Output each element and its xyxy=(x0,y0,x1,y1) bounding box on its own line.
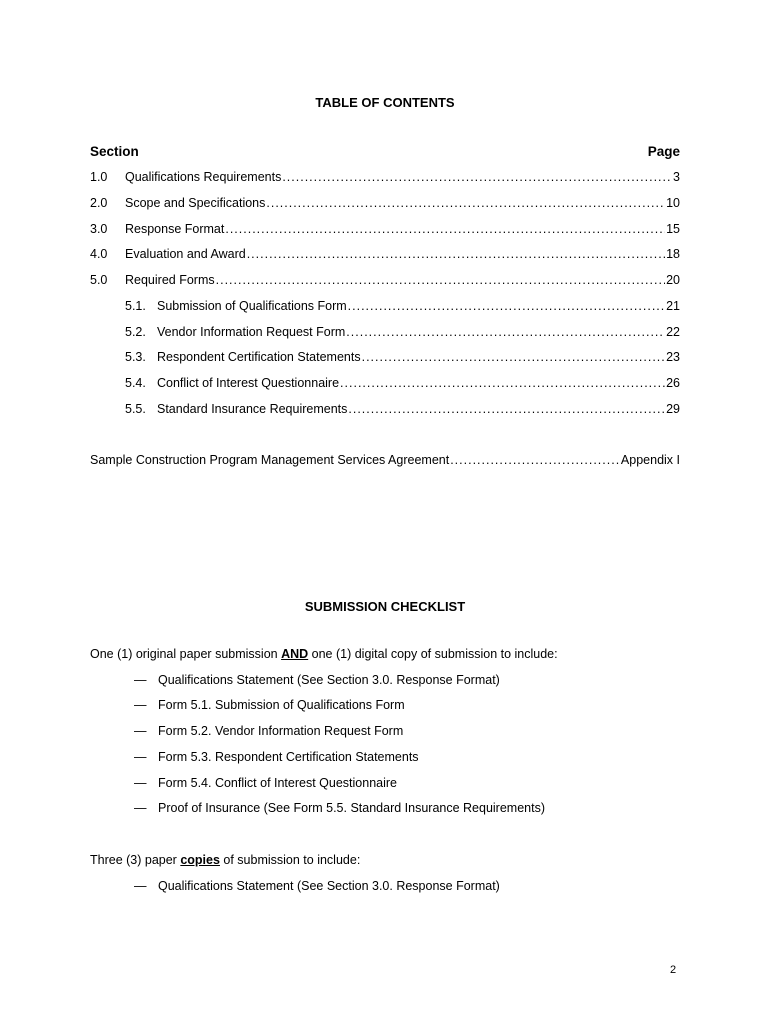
toc-title: TABLE OF CONTENTS xyxy=(315,95,455,110)
dot-leader xyxy=(346,325,665,339)
toc-entry-label: Response Format xyxy=(125,222,225,236)
dot-leader xyxy=(340,376,665,390)
dash-bullet: — xyxy=(134,750,147,764)
checklist-item-text: Form 5.3. Respondent Certification Statements xyxy=(158,750,419,764)
document-page xyxy=(90,0,680,1024)
dot-leader xyxy=(216,273,665,287)
intro-text: Three (3) paper xyxy=(90,853,181,867)
dot-leader xyxy=(266,196,665,210)
toc-entry-page: 3 xyxy=(673,170,680,184)
toc-subentry-label: Vendor Information Request Form xyxy=(157,325,346,339)
toc-entry-number: 3.0 xyxy=(90,222,108,236)
toc-subentry-number: 5.4. xyxy=(125,376,146,390)
toc-entry-page: 20 xyxy=(666,273,680,287)
checklist-item xyxy=(134,776,397,790)
dot-leader xyxy=(348,299,665,313)
toc-subentry[interactable] xyxy=(125,299,680,315)
checklist-item-text: Qualifications Statement (See Section 3.0. Response Format) xyxy=(158,879,500,893)
dot-leader xyxy=(450,453,620,467)
toc-entry[interactable] xyxy=(90,196,680,212)
toc-subentry-page: 29 xyxy=(666,402,680,416)
toc-subentry-page: 26 xyxy=(666,376,680,390)
checklist-item xyxy=(134,879,500,893)
toc-subentry-label: Standard Insurance Requirements xyxy=(157,402,348,416)
original-submission-intro xyxy=(90,647,680,661)
checklist-item-text: Qualifications Statement (See Section 3.0. Response Format) xyxy=(158,673,500,687)
toc-entry-number: 1.0 xyxy=(90,170,108,184)
toc-subentry[interactable] xyxy=(125,350,680,366)
intro-text: One (1) original paper submission xyxy=(90,647,282,661)
toc-subentry-label: Submission of Qualifications Form xyxy=(157,299,347,313)
dash-bullet: — xyxy=(134,801,147,815)
toc-subentry-label: Conflict of Interest Questionnaire xyxy=(157,376,340,390)
toc-entry-label: Qualifications Requirements xyxy=(125,170,282,184)
dash-bullet: — xyxy=(134,698,147,712)
checklist-item xyxy=(134,801,545,815)
dot-leader xyxy=(247,247,665,261)
toc-entry[interactable] xyxy=(90,247,680,263)
dot-leader xyxy=(362,350,666,364)
dot-leader xyxy=(282,170,672,184)
checklist-item xyxy=(134,724,403,738)
toc-header xyxy=(90,144,680,159)
toc-entry-number: 2.0 xyxy=(90,196,108,210)
emphasis-and: AND xyxy=(281,647,309,661)
toc-subentry-page: 23 xyxy=(666,350,680,364)
dot-leader xyxy=(225,222,665,236)
emphasis-copies: copies xyxy=(180,853,220,867)
toc-appendix-label: Sample Construction Program Management Services Agreement xyxy=(90,453,450,467)
dot-leader xyxy=(348,402,665,416)
toc-subentry[interactable] xyxy=(125,402,680,418)
toc-appendix-entry[interactable] xyxy=(90,453,680,469)
toc-entry-number: 4.0 xyxy=(90,247,108,261)
toc-entry-page: 18 xyxy=(666,247,680,261)
toc-subentry-number: 5.3. xyxy=(125,350,146,364)
dash-bullet: — xyxy=(134,673,147,687)
toc-entry[interactable] xyxy=(90,170,680,186)
checklist-item xyxy=(134,673,500,687)
toc-entry-page: 10 xyxy=(666,196,680,210)
toc-entry-label: Required Forms xyxy=(125,273,215,287)
toc-subentry-number: 5.2. xyxy=(125,325,146,339)
toc-entry-number: 5.0 xyxy=(90,273,108,287)
checklist-item xyxy=(134,750,419,764)
toc-subentry-number: 5.5. xyxy=(125,402,146,416)
toc-subentry-page: 22 xyxy=(666,325,680,339)
intro-text: one (1) digital copy of submission to include: xyxy=(308,647,558,661)
checklist-item-text: Proof of Insurance (See Form 5.5. Standard Insurance Requirements) xyxy=(158,801,545,815)
toc-entry[interactable] xyxy=(90,273,680,289)
intro-text: of submission to include: xyxy=(219,853,361,867)
toc-entry-page: 15 xyxy=(666,222,680,236)
checklist-item-text: Form 5.1. Submission of Qualifications Form xyxy=(158,698,405,712)
toc-subentry-label: Respondent Certification Statements xyxy=(157,350,361,364)
checklist-item-text: Form 5.2. Vendor Information Request Form xyxy=(158,724,404,738)
toc-subentry[interactable] xyxy=(125,376,680,392)
toc-entry[interactable] xyxy=(90,222,680,238)
checklist-item-text: Form 5.4. Conflict of Interest Questionnaire xyxy=(158,776,397,790)
dash-bullet: — xyxy=(134,879,147,893)
toc-subentry-page: 21 xyxy=(666,299,680,313)
toc-subentry-number: 5.1. xyxy=(125,299,146,313)
checklist-title: SUBMISSION CHECKLIST xyxy=(304,599,466,614)
dash-bullet: — xyxy=(134,724,147,738)
page-number: 2 xyxy=(670,964,677,976)
dash-bullet: — xyxy=(134,776,147,790)
toc-entry-label: Evaluation and Award xyxy=(125,247,246,261)
checklist-item xyxy=(134,698,405,712)
section-column-header: Section xyxy=(90,144,139,159)
copies-submission-intro xyxy=(90,853,680,867)
page-column-header: Page xyxy=(647,144,680,159)
toc-appendix-page: Appendix I xyxy=(620,453,680,467)
toc-entry-label: Scope and Specifications xyxy=(125,196,266,210)
toc-subentry[interactable] xyxy=(125,325,680,341)
